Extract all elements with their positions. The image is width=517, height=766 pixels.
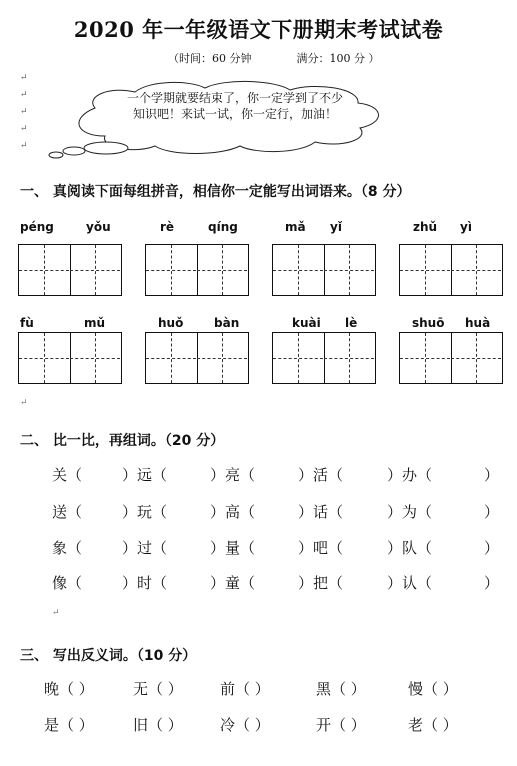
writing-grid[interactable]: [18, 332, 122, 384]
exam-info: [168, 50, 380, 66]
antonym-cell: 前（ ）: [220, 680, 270, 698]
compare-cell: ）认（: [387, 574, 433, 592]
compare-cell: ）活（: [298, 466, 344, 484]
compare-cell: ）: [484, 539, 500, 557]
page-title: 2020 年一年级语文下册期末考试试卷: [73, 17, 444, 42]
writing-grid[interactable]: [145, 332, 249, 384]
antonym-cell: 晚（ ）: [44, 680, 94, 698]
compare-cell: ）: [484, 466, 500, 484]
compare-cell: 象（: [52, 539, 83, 557]
antonym-cell: 开（ ）: [316, 716, 366, 734]
compare-cell: ）高（: [210, 503, 256, 521]
pinyin: huǒ: [158, 316, 184, 330]
compare-cell: ）队（: [387, 539, 433, 557]
writing-grid[interactable]: [399, 244, 503, 296]
pinyin: huà: [465, 316, 491, 330]
compare-cell: ）远（: [122, 466, 168, 484]
pinyin: qíng: [208, 220, 238, 234]
writing-grid[interactable]: [145, 244, 249, 296]
writing-grid[interactable]: [272, 244, 376, 296]
antonym-cell: 冷（ ）: [220, 716, 270, 734]
paragraph-marks: ↵ ↵ ↵ ↵ ↵: [20, 73, 28, 151]
compare-cell: ）办（: [387, 466, 433, 484]
pinyin: yǐ: [330, 220, 342, 234]
writing-grid[interactable]: [18, 244, 122, 296]
intro-text: [110, 90, 360, 122]
compare-cell: ）为（: [387, 503, 433, 521]
antonym-cell: 是（ ）: [44, 716, 94, 734]
exam-score: 满分：100 分 ）: [296, 52, 380, 65]
section1-heading: 一、 真阅读下面每组拼音，相信你一定能写出词语来。（8 分）: [20, 184, 411, 200]
section3-heading: 三、 写出反义词。（10 分）: [20, 648, 197, 664]
pinyin: shuō: [412, 316, 445, 330]
compare-cell: 像（: [52, 574, 83, 592]
section3-rows: [0, 678, 517, 738]
section2-heading: 二、 比一比，再组词。（20 分）: [20, 433, 225, 449]
antonym-cell: 旧（ ）: [133, 716, 183, 734]
compare-cell: ）玩（: [122, 503, 168, 521]
pinyin: péng: [20, 220, 54, 234]
antonym-cell: 慢（ ）: [408, 680, 458, 698]
writing-grid[interactable]: [272, 332, 376, 384]
intro-line-1: 一个学期就要结束了，你一定学到了不少: [126, 91, 343, 105]
pinyin: rè: [160, 220, 175, 234]
antonym-cell: 无（ ）: [133, 680, 183, 698]
compare-cell: ）吧（: [298, 539, 344, 557]
compare-cell: ）量（: [210, 539, 256, 557]
pinyin: lè: [345, 316, 358, 330]
compare-cell: ）时（: [122, 574, 168, 592]
compare-cell: ）话（: [298, 503, 344, 521]
exam-time: （时间：60 分钟: [168, 52, 252, 65]
compare-cell: 关（: [52, 466, 83, 484]
intro-line-2: 知识吧！来试一试，你一定行，加油！: [132, 107, 337, 121]
return-mark: ↵: [20, 398, 28, 408]
compare-cell: ）亮（: [210, 466, 256, 484]
pinyin: yǒu: [86, 220, 111, 234]
pinyin: yì: [460, 220, 472, 234]
pinyin: bàn: [214, 316, 240, 330]
section2-rows: [0, 464, 517, 614]
antonym-cell: 老（ ）: [408, 716, 458, 734]
compare-cell: ）过（: [122, 539, 168, 557]
writing-grid[interactable]: [399, 332, 503, 384]
antonym-cell: 黑（ ）: [316, 680, 366, 698]
pinyin: kuài: [292, 316, 321, 330]
compare-cell: ）把（: [298, 574, 344, 592]
compare-cell: ）: [484, 574, 500, 592]
return-mark: ↵: [52, 608, 60, 618]
pinyin: mǎ: [285, 220, 306, 234]
pinyin: fù: [20, 316, 34, 330]
pinyin: mǔ: [84, 316, 106, 330]
compare-cell: ）: [484, 503, 500, 521]
compare-cell: 送（: [52, 503, 83, 521]
pinyin: zhǔ: [413, 220, 438, 234]
compare-cell: ）童（: [210, 574, 256, 592]
